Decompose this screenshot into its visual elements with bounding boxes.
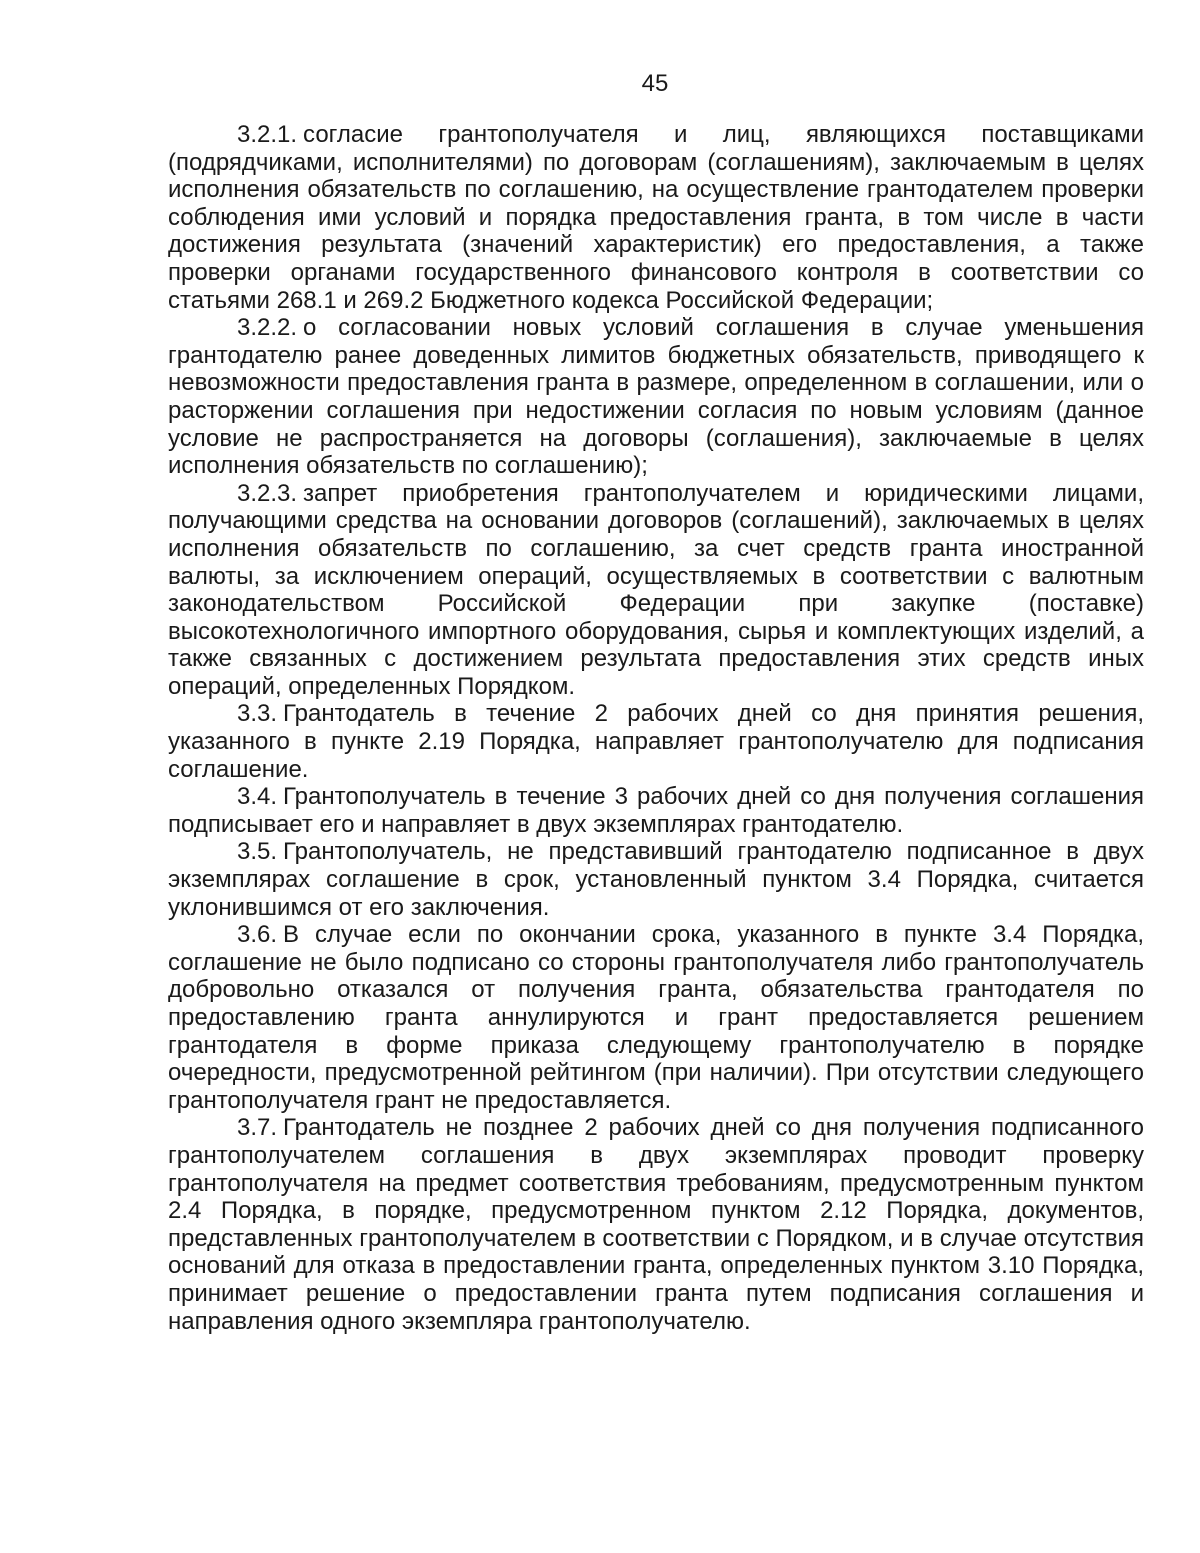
paragraph-number: 3.7. [237, 1114, 278, 1142]
paragraph-3-4 [168, 783, 1144, 838]
paragraph-3-2-1 [168, 121, 1144, 314]
paragraph-number: 3.4. [237, 783, 278, 811]
paragraph-3-5 [168, 838, 1144, 921]
paragraph-number: 3.3. [237, 700, 278, 728]
paragraph-3-2-2 [168, 314, 1144, 480]
paragraph-number: 3.2.3. [237, 479, 298, 507]
paragraph-text: о согласовании новых условий соглашения в случае уменьшения грантодателю ранее доведенных лимитов бюджетных обязательств, приводящего к невозможности предоставления гранта в размере, определенном в соглашении, или о расторжении соглашения при недостижении согласия по новым условиям (данное условие не распространяется на договоры (соглашения), заключаемые в целях исполнения обязательств по соглашению); [168, 314, 1144, 480]
paragraph-text: В случае если по окончании срока, указанного в пункте 3.4 Порядка, соглашение не было подписано со стороны грантополучателя либо грантополучатель добровольно отказался от получения гранта, обязательства грантодателя по предоставлению гранта аннулируются и грант предоставляется решением грантодателя в форме приказа следующему грантополучателю в порядке очередности, предусмотренной рейтингом (при наличии). При отсутствии следующего грантополучателя грант не предоставляется. [168, 921, 1144, 1114]
paragraph-number: 3.2.2. [237, 314, 298, 342]
paragraph-text: Грантодатель в течение 2 рабочих дней со дня принятия решения, указанного в пункте 2.19 Порядка, направляет грантополучателю для подписания соглашение. [168, 700, 1144, 783]
document-body [168, 121, 1144, 1335]
paragraph-text: Грантополучатель, не представивший грантодателю подписанное в двух экземплярах соглашение в срок, установленный пунктом 3.4 Порядка, считается уклонившимся от его заключения. [168, 838, 1144, 921]
paragraph-number: 3.6. [237, 921, 278, 949]
paragraph-3-6 [168, 921, 1144, 1114]
paragraph-3-2-3 [168, 480, 1144, 701]
paragraph-number: 3.5. [237, 838, 278, 866]
page-number: 45 [641, 70, 669, 97]
paragraph-number: 3.2.1. [237, 121, 298, 148]
paragraph-text: Грантодатель не позднее 2 рабочих дней со дня получения подписанного грантополучателем соглашения в двух экземплярах проводит проверку грантополучателя на предмет соответствия требованиям, предусмотренным пунктом 2.4 Порядка, в порядке, предусмотренном пунктом 2.12 Порядка, документов, представленных грантополучателем в соответствии с Порядком, и в случае отсутствия оснований для отказа в предоставлении гранта, определенных пунктом 3.10 Порядка, принимает решение о предоставлении гранта путем подписания соглашения и направления одного экземпляра грантополучателю. [168, 1114, 1144, 1335]
paragraph-text: запрет приобретения грантополучателем и юридическими лицами, получающими средства на основании договоров (соглашений), заключаемых в целях исполнения обязательств по соглашению, за счет средств гранта иностранной валюты, за исключением операций, осуществляемых в соответствии с валютным законодательством Российской Федерации при закупке (поставке) высокотехнологичного импортного оборудования, сырья и комплектующих изделий, а также связанных с достижением результата предоставления этих средств иных операций, определенных Порядком. [168, 479, 1144, 700]
paragraph-3-7 [168, 1114, 1144, 1335]
paragraph-text: согласие грантополучателя и лиц, являющихся поставщиками (подрядчиками, исполнителями) по договорам (соглашениям), заключаемым в целях исполнения обязательств по соглашению, на осуществление грантодателем проверки соблюдения ими условий и порядка предоставления гранта, в том числе в части достижения результата (значений характеристик) его предоставления, а также проверки органами государственного финансового контроля в соответствии со статьями 268.1 и 269.2 Бюджетного кодекса Российской Федерации; [168, 121, 1144, 314]
paragraph-text: Грантополучатель в течение 3 рабочих дней со дня получения соглашения подписывает его и направляет в двух экземплярах грантодателю. [168, 783, 1144, 838]
paragraph-3-3 [168, 700, 1144, 783]
